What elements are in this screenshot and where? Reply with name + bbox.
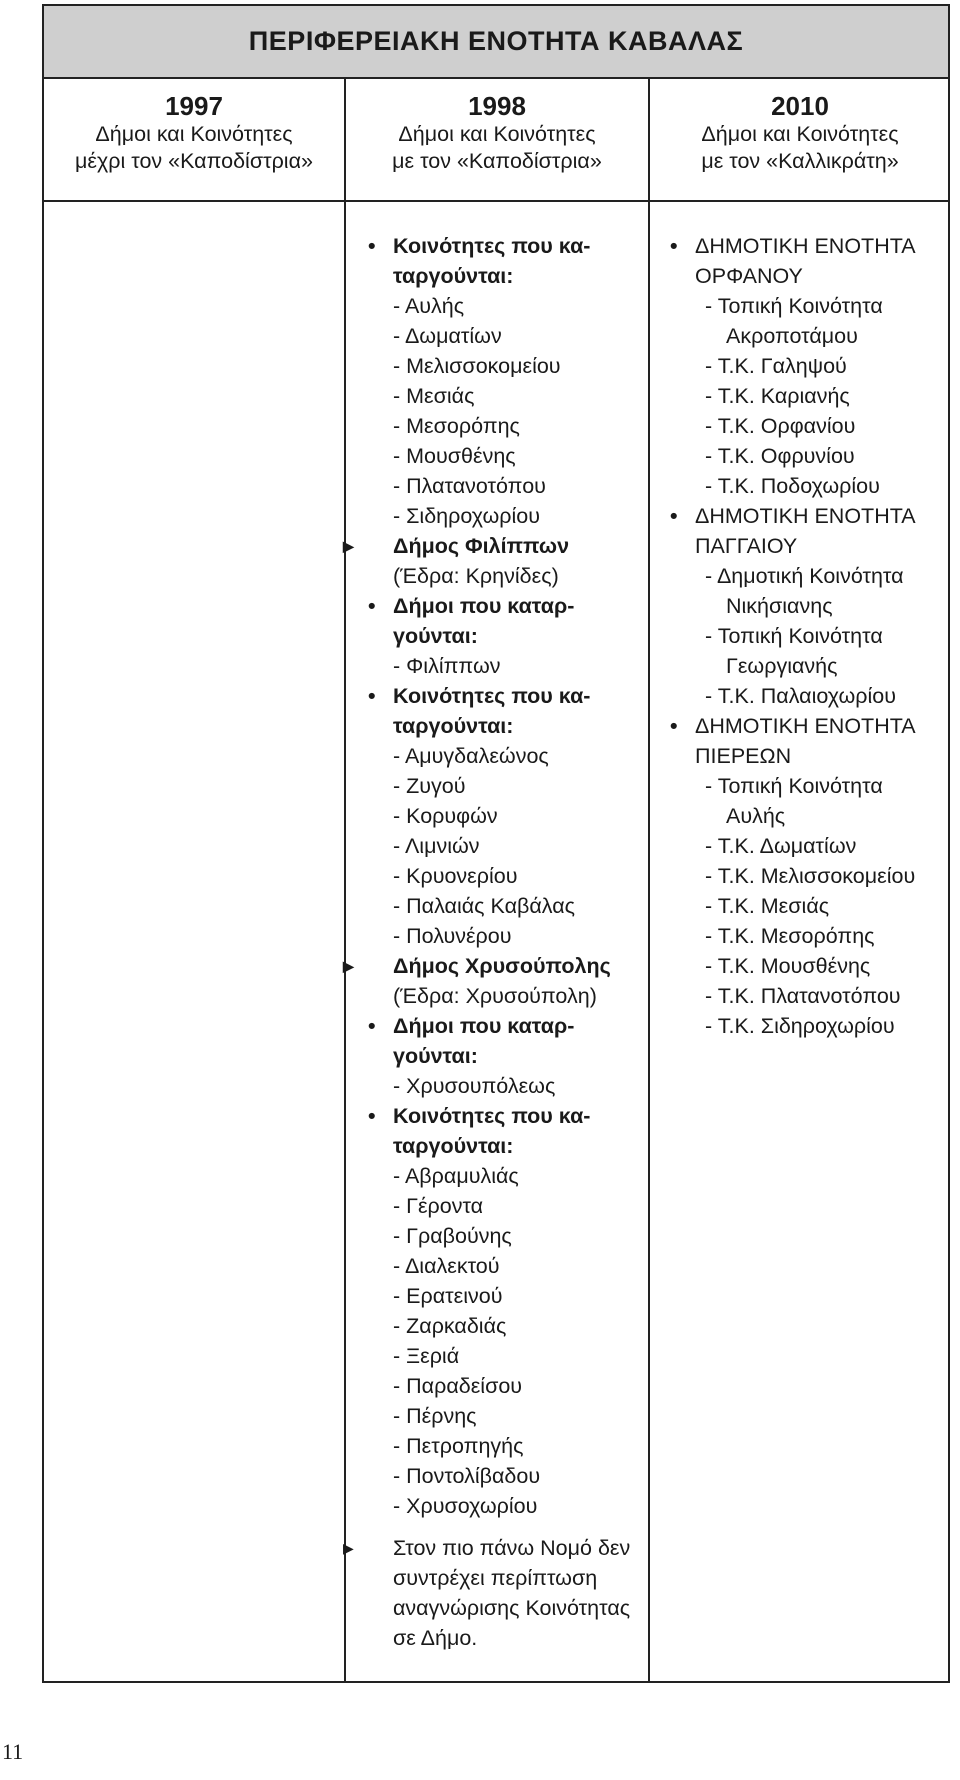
- list-item: - Τ.Κ. Μουσθένης: [705, 954, 871, 978]
- list-item: - Ζαρκαδιάς: [393, 1314, 507, 1338]
- list-item: - Ποντολίβαδου: [393, 1464, 541, 1488]
- list-item: - Γραβούνης: [393, 1224, 512, 1248]
- unit-heading: ΠΑΓΓΑΙΟΥ: [695, 534, 798, 558]
- list-item: - Ζυγού: [393, 774, 466, 798]
- list-item: - Τ.Κ. Παλαιοχωρίου: [705, 684, 896, 708]
- list-item: - Πέρνης: [393, 1404, 477, 1428]
- seat-label: (Έδρα: Χρυσούπολη): [393, 984, 597, 1008]
- list-item: γούνται:: [393, 1044, 478, 1068]
- header-year: 1998: [468, 91, 526, 121]
- header-line: Δήμοι και Κοινότητες: [95, 122, 293, 146]
- header-1997: [44, 91, 344, 175]
- municipalities-table: [42, 4, 950, 1683]
- note-line: αναγνώρισης Κοινότητας: [393, 1596, 631, 1620]
- list-item: - Χρυσοχωρίου: [393, 1494, 538, 1518]
- list-item: - Λιμνιών: [393, 834, 480, 858]
- list-item: - Μουσθένης: [393, 444, 516, 468]
- list-item: - Δημοτική Κοινότητα: [705, 564, 904, 588]
- list-item: - Πετροπηγής: [393, 1434, 524, 1458]
- header-line: με τον «Καποδίστρια»: [392, 149, 602, 173]
- note-line: σε Δήμο.: [393, 1626, 478, 1650]
- list-item: - Δωματίων: [393, 324, 502, 348]
- list-item: Νικήσιανης: [726, 594, 833, 618]
- list-item: - Τοπική Κοινότητα: [705, 294, 883, 318]
- list-item: - Αμυγδαλεώνος: [393, 744, 549, 768]
- list-item: - Παλαιάς Καβάλας: [393, 894, 576, 918]
- page-number: 11: [2, 1739, 24, 1764]
- seat-label: (Έδρα: Κρηνίδες): [393, 564, 559, 588]
- list-item: ταργούνται:: [393, 264, 514, 288]
- list-item: • Κοινότητες που κα-: [393, 231, 655, 261]
- list-item: - Τ.Κ. Ορφανίου: [705, 414, 856, 438]
- list-item: - Μελισσοκομείου: [393, 354, 561, 378]
- list-item: - Ερατεινού: [393, 1284, 503, 1308]
- municipality-heading: ▶ Δήμος Χρυσούπολης: [368, 951, 630, 981]
- list-item: Αυλής: [726, 804, 786, 828]
- header-divider: [44, 200, 948, 202]
- list-item: - Αβραμυλιάς: [393, 1164, 519, 1188]
- list-item: - Τοπική Κοινότητα: [705, 624, 883, 648]
- list-item: - Τ.Κ. Οφρυνίου: [705, 444, 855, 468]
- header-1998: [346, 91, 648, 175]
- list-item: ταργούνται:: [393, 714, 514, 738]
- list-item: - Τ.Κ. Δωματίων: [705, 834, 857, 858]
- note-line: ▶ Στον πιο πάνω Νομό δεν: [368, 1533, 630, 1563]
- header-year: 1997: [165, 91, 223, 121]
- column-1998-content: [393, 231, 655, 1653]
- municipality-heading: ▶ Δήμος Φιλίππων: [368, 531, 630, 561]
- list-item: ταργούνται:: [393, 1134, 514, 1158]
- unit-heading: ΟΡΦΑΝΟΥ: [695, 264, 803, 288]
- list-item: - Κρυονερίου: [393, 864, 518, 888]
- list-item: - Διαλεκτού: [393, 1254, 500, 1278]
- unit-heading: • ΔΗΜΟΤΙΚΗ ΕΝΟΤΗΤΑ: [695, 501, 916, 531]
- header-line: μέχρι τον «Καποδίστρια»: [75, 149, 313, 173]
- list-item: - Κορυφών: [393, 804, 498, 828]
- list-item: - Τ.Κ. Μεσιάς: [705, 894, 830, 918]
- list-item: - Χρυσουπόλεως: [393, 1074, 556, 1098]
- unit-heading: • ΔΗΜΟΤΙΚΗ ΕΝΟΤΗΤΑ: [695, 711, 916, 741]
- list-item: - Φιλίππων: [393, 654, 501, 678]
- list-item: - Πολυνέρου: [393, 924, 512, 948]
- list-item: - Πλατανοτόπου: [393, 474, 546, 498]
- column-divider: [344, 79, 346, 1681]
- header-line: Δήμοι και Κοινότητες: [398, 122, 596, 146]
- list-item: - Τ.Κ. Σιδηροχωρίου: [705, 1014, 895, 1038]
- list-item: - Μεσορόπης: [393, 414, 520, 438]
- table-title: ΠΕΡΙΦΕΡΕΙΑΚΗ ΕΝΟΤΗΤΑ ΚΑΒΑΛΑΣ: [248, 26, 744, 56]
- header-line: Δήμοι και Κοινότητες: [701, 122, 899, 146]
- list-item: - Τ.Κ. Πλατανοτόπου: [705, 984, 901, 1008]
- list-item: - Σιδηροχωρίου: [393, 504, 540, 528]
- list-item: • Δήμοι που καταρ-: [393, 1011, 655, 1041]
- list-item: • Κοινότητες που κα-: [393, 681, 655, 711]
- list-item: - Τ.Κ. Ποδοχωρίου: [705, 474, 880, 498]
- column-2010-content: [695, 231, 916, 1041]
- header-2010: [650, 91, 950, 175]
- list-item: - Τ.Κ. Μεσορόπης: [705, 924, 875, 948]
- list-item: Γεωργιανής: [726, 654, 838, 678]
- list-item: - Ξεριά: [393, 1344, 460, 1368]
- list-item: γούνται:: [393, 624, 478, 648]
- list-item: - Γέροντα: [393, 1194, 484, 1218]
- header-year: 2010: [771, 91, 829, 121]
- list-item: - Τοπική Κοινότητα: [705, 774, 883, 798]
- list-item: - Τ.Κ. Γαληψού: [705, 354, 847, 378]
- list-item: • Κοινότητες που κα-: [393, 1101, 655, 1131]
- unit-heading: • ΔΗΜΟΤΙΚΗ ΕΝΟΤΗΤΑ: [695, 231, 916, 261]
- unit-heading: ΠΙΕΡΕΩΝ: [695, 744, 792, 768]
- header-line: με τον «Καλλικράτη»: [701, 149, 899, 173]
- list-item: - Μεσιάς: [393, 384, 475, 408]
- list-item: - Αυλής: [393, 294, 465, 318]
- note-line: συντρέχει περίπτωση: [393, 1566, 598, 1590]
- list-item: - Τ.Κ. Καριανής: [705, 384, 850, 408]
- list-item: • Δήμοι που καταρ-: [393, 591, 655, 621]
- title-row: [44, 6, 948, 79]
- list-item: - Τ.Κ. Μελισσοκομείου: [705, 864, 916, 888]
- list-item: Ακροποτάμου: [726, 324, 858, 348]
- list-item: - Παραδείσου: [393, 1374, 523, 1398]
